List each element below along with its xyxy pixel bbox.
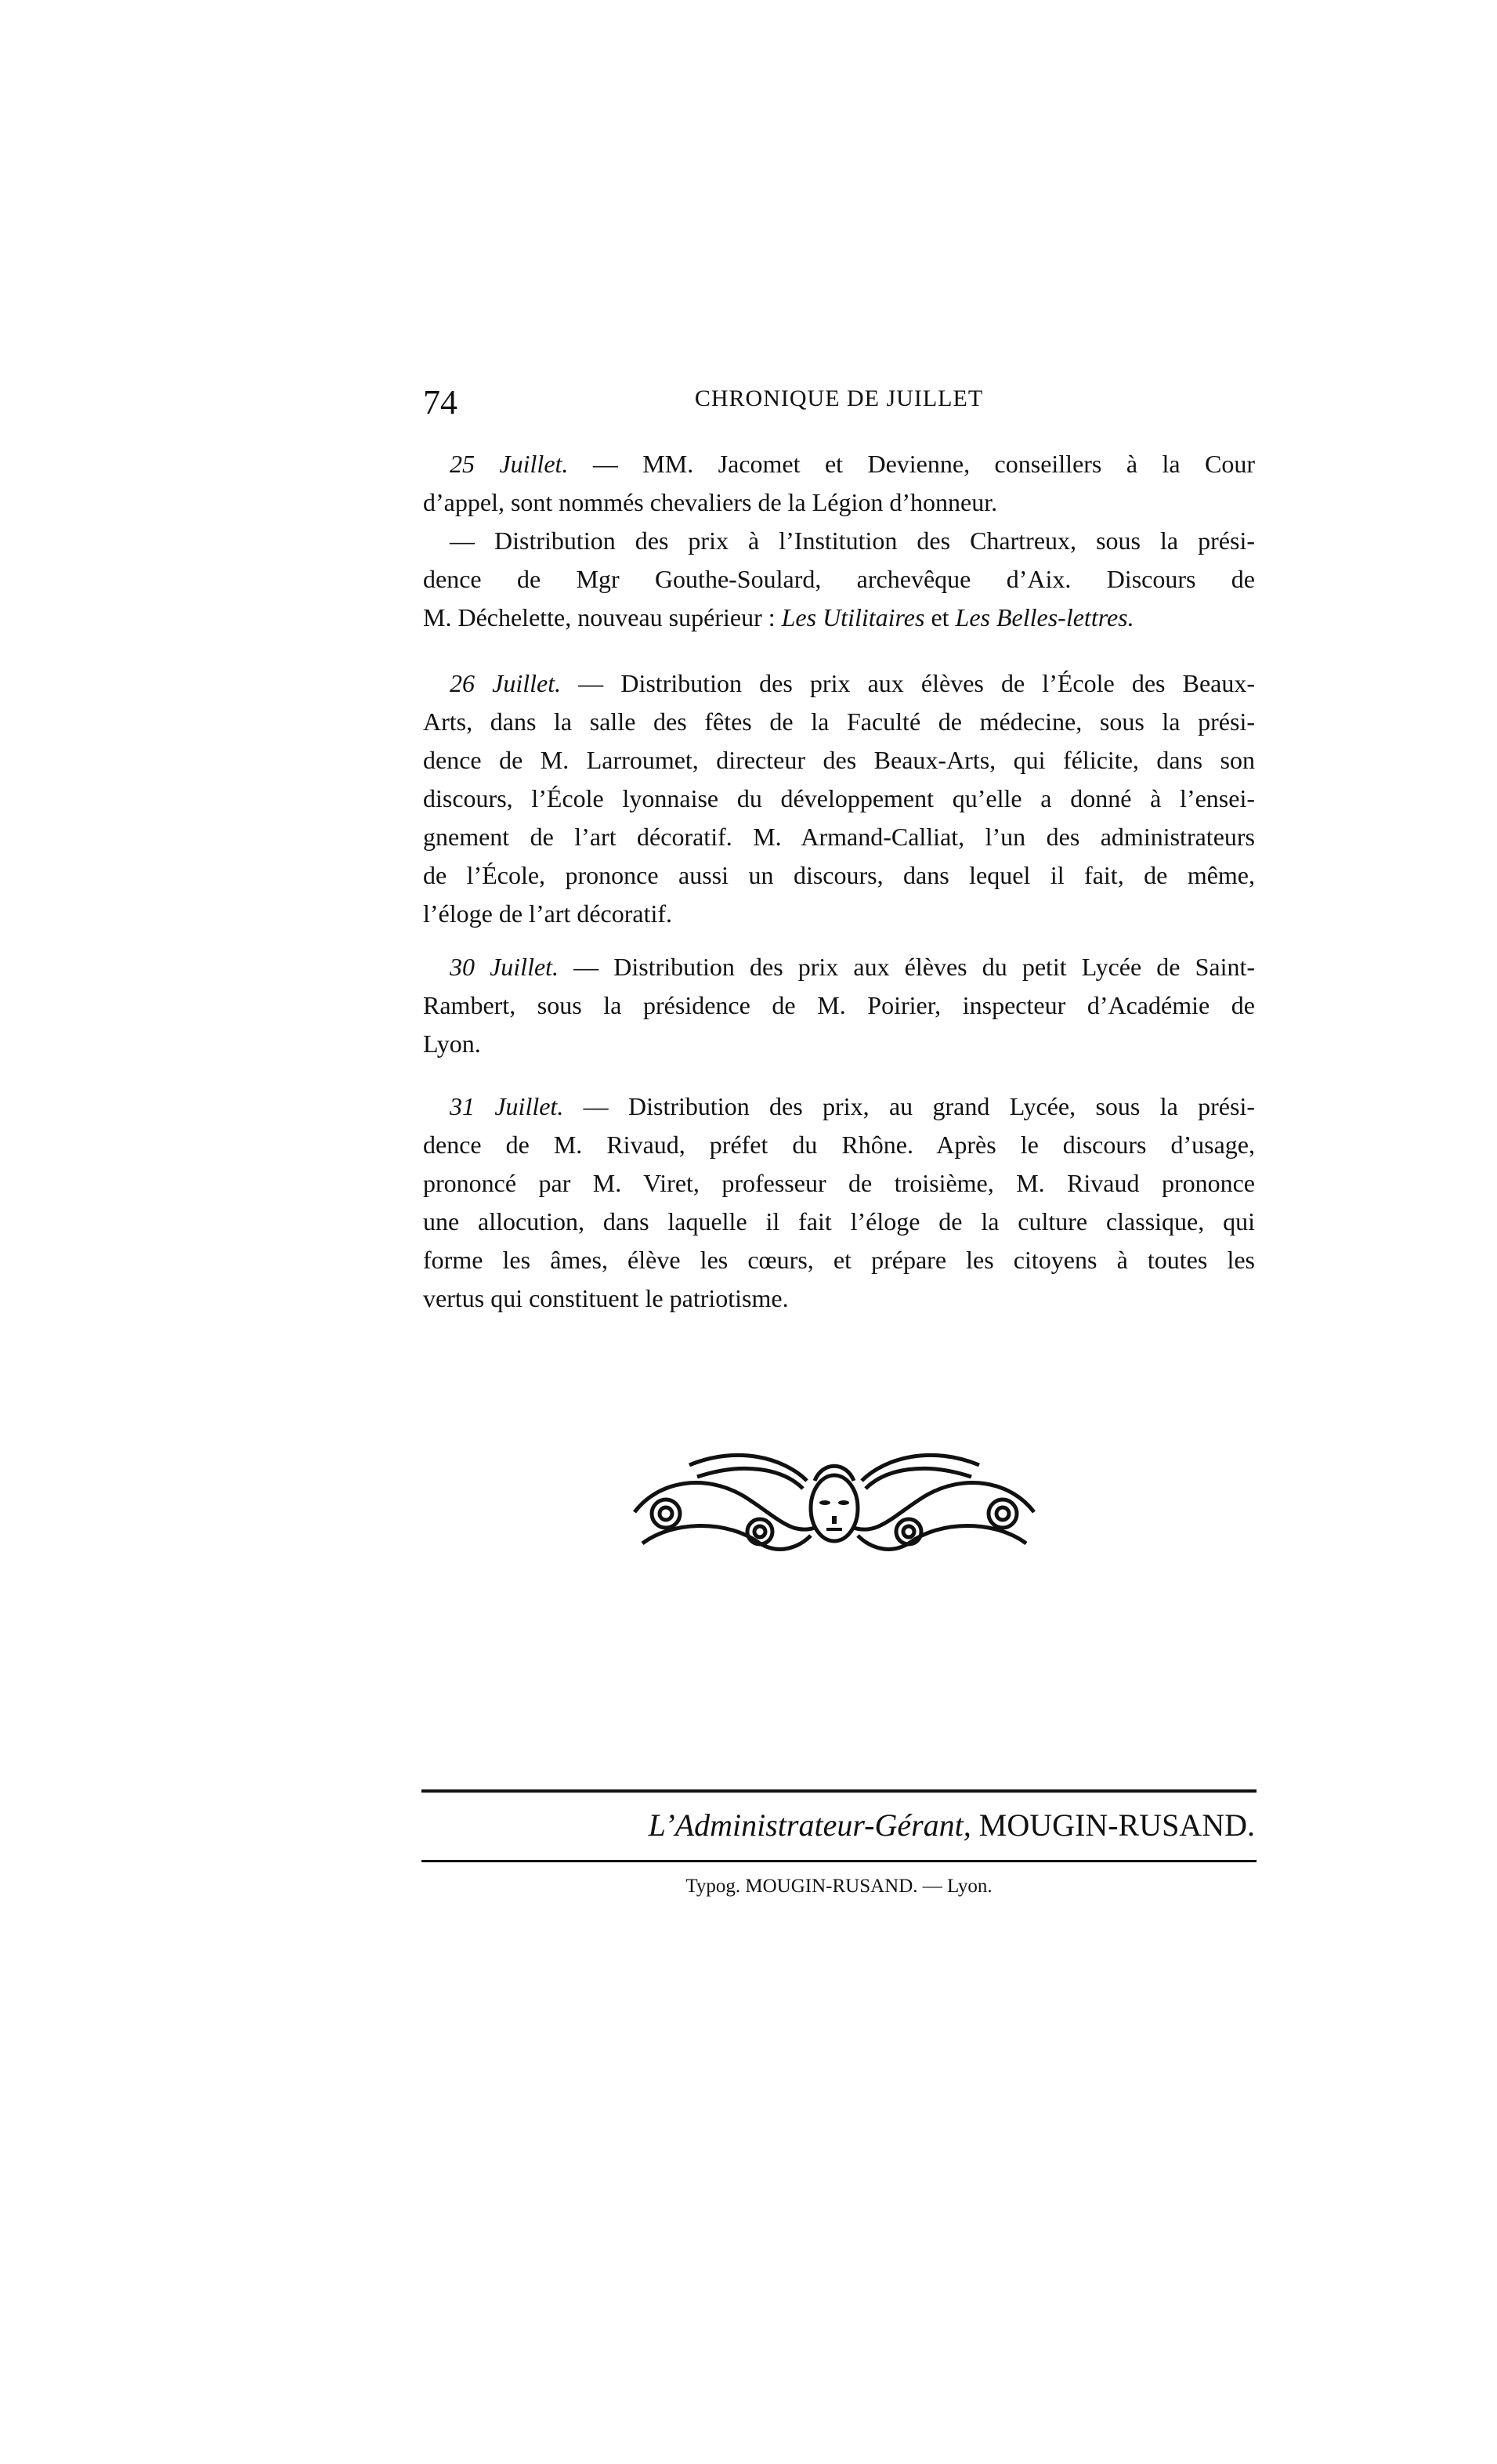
text-segment: l’éloge de l’art décoratif. [423, 899, 673, 928]
italic-text: 26 Juillet. [450, 669, 562, 697]
text-segment: dence de Mgr Gouthe-Soulard, archevêque d’Aix. Discours de [423, 565, 1255, 593]
italic-text: 25 Juillet. [450, 450, 569, 478]
text-segment: — Distribution des prix aux élèves du petit Lycée de Saint- [559, 953, 1256, 981]
top-rule [421, 1789, 1257, 1793]
text-line [423, 563, 1255, 595]
text-segment: — Distribution des prix à l’Institution des Chartreux, sous la prési- [450, 526, 1255, 555]
text-segment: vertus qui constituent le patriotisme. [423, 1284, 789, 1312]
text-segment: M. Déchelette, nouveau supérieur : [423, 603, 782, 631]
text-segment: dence de M. Rivaud, préfet du Rhône. Après le discours d’usage, [423, 1131, 1255, 1159]
page-number: 74 [423, 383, 457, 422]
text-line [423, 602, 1255, 633]
text-segment: discours, l’École lyonnaise du développement qu’elle a donné à l’ensei- [423, 784, 1255, 812]
decorative-ornament-icon [627, 1449, 1042, 1559]
italic-text: 30 Juillet. [450, 953, 559, 981]
text-line [423, 487, 1255, 518]
text-line [423, 525, 1255, 556]
text-segment: Rambert, sous la présidence de M. Poirier, inspecteur d’Académie de [423, 991, 1255, 1019]
text-segment: de l’École, prononce aussi un discours, dans lequel il fait, de même, [423, 861, 1255, 889]
running-title: CHRONIQUE DE JUILLET [694, 385, 984, 411]
signature-title: L’Administrateur-Gérant, [648, 1807, 971, 1843]
text-segment: Arts, dans la salle des fêtes de la Faculté de médecine, sous la prési- [423, 707, 1255, 736]
text-segment: forme les âmes, élève les cœurs, et prépare les citoyens à toutes les [423, 1246, 1255, 1274]
text-segment: — Distribution des prix aux élèves de l’École des Beaux- [561, 669, 1256, 697]
text-segment: et [924, 603, 956, 631]
text-line [423, 898, 1255, 929]
text-segment: dence de M. Larroumet, directeur des Beaux-Arts, qui félicite, dans son [423, 746, 1255, 774]
italic-text: 31 Juillet. [450, 1092, 564, 1120]
text-line [423, 1244, 1255, 1275]
text-line [423, 859, 1255, 891]
text-segment: une allocution, dans laquelle il fait l’éloge de la culture classique, qui [423, 1207, 1255, 1236]
text-line [423, 1206, 1255, 1237]
text-line [423, 668, 1255, 699]
signature-line [423, 1807, 1255, 1843]
text-line [423, 1129, 1255, 1160]
bottom-rule [421, 1860, 1257, 1862]
text-segment: d’appel, sont nommés chevaliers de la Légion d’honneur. [423, 488, 998, 516]
text-line [423, 448, 1255, 479]
text-segment: Lyon. [423, 1029, 481, 1058]
printer-imprint: Typog. MOUGIN-RUSAND. — Lyon. [685, 1876, 993, 1897]
text-line [423, 1283, 1255, 1314]
text-line [423, 706, 1255, 737]
text-line [423, 1167, 1255, 1199]
text-line [423, 1091, 1255, 1122]
text-segment: — MM. Jacomet et Devienne, conseillers à la Cour [568, 450, 1256, 478]
text-line [423, 783, 1255, 814]
text-line [423, 821, 1255, 852]
signature-name: MOUGIN-RUSAND. [978, 1807, 1255, 1843]
text-line [423, 951, 1255, 982]
italic-text: Les Belles-lettres. [955, 603, 1134, 631]
text-segment: gnement de l’art décoratif. M. Armand-Calliat, l’un des administrateurs [423, 823, 1255, 851]
text-segment: — Distribution des prix, au grand Lycée, sous la prési- [563, 1092, 1256, 1120]
text-line [423, 1028, 1255, 1059]
text-line [423, 744, 1255, 776]
italic-text: Les Utilitaires [781, 603, 925, 631]
text-line [423, 990, 1255, 1021]
text-segment: prononcé par M. Viret, professeur de troisième, M. Rivaud prononce [423, 1169, 1255, 1197]
